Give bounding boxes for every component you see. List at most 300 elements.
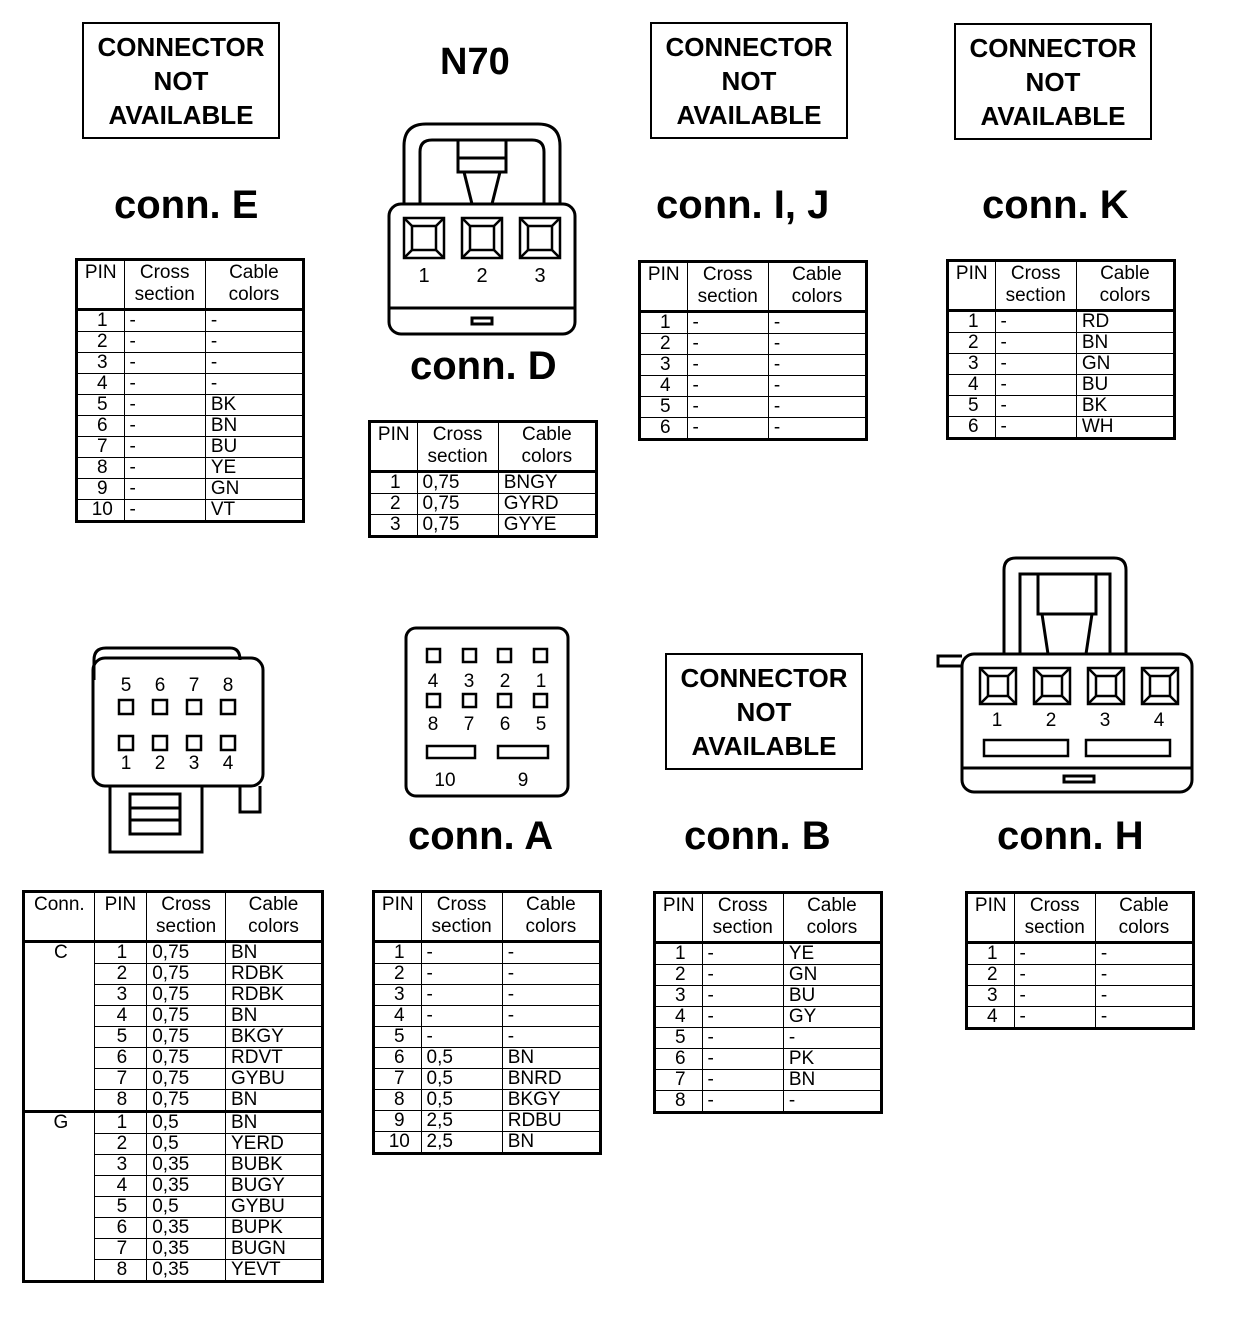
table-row	[374, 1027, 601, 1048]
cable-color: BN	[226, 942, 323, 964]
connector-not-available-k	[954, 23, 1152, 140]
cable-color: -	[768, 334, 866, 355]
table-row	[77, 437, 304, 458]
table-row	[77, 458, 304, 479]
cable-color: BU	[205, 437, 303, 458]
cable-color: BK	[205, 395, 303, 416]
table-row	[967, 943, 1194, 965]
pin-number: 7	[77, 437, 125, 458]
column-header: Cross section	[417, 422, 498, 472]
table-row	[640, 376, 867, 397]
pin-number: 8	[94, 1090, 147, 1112]
pin-number: 5	[948, 396, 996, 417]
pin-label: 3	[463, 671, 475, 692]
cable-color: -	[1095, 965, 1193, 986]
pin-number: 1	[370, 472, 418, 494]
cable-color: -	[783, 1091, 881, 1113]
conn-ij-title: conn. I, J	[656, 183, 830, 227]
cable-color: YE	[205, 458, 303, 479]
pin-number: 2	[94, 1134, 147, 1155]
pin-number: 4	[374, 1006, 422, 1027]
cross-section: -	[687, 355, 768, 376]
connector-not-available-ij	[650, 22, 848, 139]
pin-number: 1	[94, 1112, 147, 1134]
pin-number: 2	[640, 334, 688, 355]
pin-number: 6	[374, 1048, 422, 1069]
column-header: Cable colors	[502, 892, 600, 942]
pin-label: 9	[517, 770, 529, 791]
table-row	[640, 418, 867, 440]
cable-color: -	[1095, 1007, 1193, 1029]
pin-label: 1	[120, 753, 132, 774]
cross-section: -	[124, 353, 205, 374]
na-line-2: NOT	[736, 696, 792, 727]
table-row	[24, 942, 323, 964]
cable-color: BKGY	[502, 1090, 600, 1111]
table-row	[24, 1112, 323, 1134]
cross-section: -	[687, 334, 768, 355]
table-row	[948, 311, 1175, 333]
cross-section: -	[1014, 965, 1095, 986]
cable-color: BN	[205, 416, 303, 437]
pin-label: 1	[991, 710, 1003, 731]
pin-label: 6	[154, 675, 166, 696]
column-header: Cross section	[147, 892, 226, 942]
table-row	[655, 943, 882, 965]
cable-color: -	[502, 985, 600, 1006]
conn-k-title: conn. K	[982, 183, 1129, 227]
cable-color: PK	[783, 1049, 881, 1070]
pin-number: 4	[948, 375, 996, 396]
table-row	[374, 1090, 601, 1111]
table-row	[948, 354, 1175, 375]
cross-section: 0,35	[147, 1155, 226, 1176]
pin-number: 9	[77, 479, 125, 500]
cable-color: -	[502, 964, 600, 985]
table-header-row	[655, 893, 882, 943]
pin-label: 8	[427, 714, 439, 735]
pin-number: 4	[94, 1006, 147, 1027]
cable-color: RDBU	[502, 1111, 600, 1132]
table-row	[655, 986, 882, 1007]
cable-color: BNRD	[502, 1069, 600, 1090]
cross-section: 0,75	[147, 1027, 226, 1048]
conn-ij-table	[638, 260, 868, 441]
pin-number: 5	[94, 1197, 147, 1218]
pin-number: 6	[948, 417, 996, 439]
cross-section: -	[702, 943, 783, 965]
column-header: Cross section	[702, 893, 783, 943]
cable-color: GY	[783, 1007, 881, 1028]
cable-color: -	[768, 397, 866, 418]
na-line-3: AVAILABLE	[676, 99, 822, 130]
conn-k-table	[946, 259, 1176, 440]
cross-section: -	[124, 458, 205, 479]
conn-e-title: conn. E	[114, 183, 259, 227]
cross-section: 0,35	[147, 1218, 226, 1239]
column-header: PIN	[948, 261, 996, 311]
pin-number: 8	[94, 1260, 147, 1282]
cross-section: 2,5	[421, 1111, 502, 1132]
pin-number: 6	[77, 416, 125, 437]
conn-b-table	[653, 891, 883, 1114]
cable-color: GN	[783, 965, 881, 986]
connector-cg-drawing	[90, 644, 270, 856]
pin-number: 7	[374, 1069, 422, 1090]
cable-color: -	[768, 312, 866, 334]
pin-label: 1	[535, 671, 547, 692]
connector-not-available-b	[665, 653, 863, 770]
table-header-row	[24, 892, 323, 942]
cable-color: BUGN	[226, 1239, 323, 1260]
table-row	[370, 515, 597, 537]
cable-color: BNGY	[498, 472, 596, 494]
connector-not-available-e	[82, 22, 280, 139]
table-row	[77, 374, 304, 395]
cross-section: 0,75	[147, 985, 226, 1006]
pin-label: 4	[1153, 710, 1165, 731]
cable-color: -	[768, 418, 866, 440]
cross-section: -	[421, 985, 502, 1006]
pin-number: 3	[640, 355, 688, 376]
cross-section: -	[1014, 943, 1095, 965]
table-row	[77, 332, 304, 353]
cross-section: -	[995, 354, 1076, 375]
cable-color: YEVT	[226, 1260, 323, 1282]
table-row	[948, 417, 1175, 439]
connector-d-drawing	[386, 118, 578, 340]
conn-h-title: conn. H	[997, 814, 1144, 858]
connector-a-pins	[427, 649, 548, 758]
table-row	[370, 494, 597, 515]
cross-section: 0,5	[421, 1090, 502, 1111]
na-line-3: AVAILABLE	[980, 100, 1126, 131]
cable-color: GN	[1076, 354, 1174, 375]
table-row	[374, 1048, 601, 1069]
column-header: Cable colors	[498, 422, 596, 472]
cable-color: -	[502, 1027, 600, 1048]
table-row	[948, 375, 1175, 396]
pin-number: 2	[370, 494, 418, 515]
cable-color: BK	[1076, 396, 1174, 417]
cable-color: BN	[502, 1132, 600, 1154]
cable-color: GYBU	[226, 1069, 323, 1090]
cross-section: 0,5	[147, 1112, 226, 1134]
table-row	[655, 1028, 882, 1049]
table-row	[655, 1007, 882, 1028]
pin-number: 10	[77, 500, 125, 522]
cable-color: BUPK	[226, 1218, 323, 1239]
cable-color: -	[768, 355, 866, 376]
pin-number: 4	[77, 374, 125, 395]
pin-number: 3	[655, 986, 703, 1007]
pin-number: 1	[374, 942, 422, 964]
cross-section: 0,75	[147, 1048, 226, 1069]
pin-number: 3	[967, 986, 1015, 1007]
cable-color: -	[1095, 943, 1193, 965]
pin-label: 3	[534, 265, 546, 287]
cable-color: BU	[1076, 375, 1174, 396]
table-row	[374, 942, 601, 964]
cross-section: 0,5	[421, 1048, 502, 1069]
cross-section: -	[995, 375, 1076, 396]
table-row	[374, 985, 601, 1006]
conn-d-table	[368, 420, 598, 538]
cable-color: BN	[226, 1112, 323, 1134]
table-row	[374, 1069, 601, 1090]
table-row	[967, 965, 1194, 986]
pin-label: 2	[1045, 710, 1057, 731]
cross-section: 0,5	[421, 1069, 502, 1090]
table-row	[374, 1006, 601, 1027]
pin-number: 6	[640, 418, 688, 440]
cable-color: -	[502, 942, 600, 964]
column-header: PIN	[370, 422, 418, 472]
pin-number: 5	[94, 1027, 147, 1048]
cross-section: -	[421, 964, 502, 985]
pin-label: 4	[222, 753, 234, 774]
cable-color: -	[768, 376, 866, 397]
pin-number: 5	[640, 397, 688, 418]
pin-number: 5	[77, 395, 125, 416]
cross-section: 0,75	[147, 1090, 226, 1112]
cross-section: -	[124, 332, 205, 353]
pin-number: 4	[94, 1176, 147, 1197]
na-line-3: AVAILABLE	[108, 99, 254, 130]
cable-color: GYBU	[226, 1197, 323, 1218]
na-line-3: AVAILABLE	[691, 730, 837, 761]
table-row	[655, 1070, 882, 1091]
table-row	[77, 416, 304, 437]
conn-a-title: conn. A	[408, 814, 554, 858]
cable-color: BUGY	[226, 1176, 323, 1197]
cross-section: 0,75	[417, 494, 498, 515]
cable-color: -	[205, 353, 303, 374]
na-line-1: CONNECTOR	[97, 31, 265, 62]
cable-color: -	[205, 332, 303, 353]
cable-color: BU	[783, 986, 881, 1007]
cross-section: -	[687, 418, 768, 440]
cross-section: 0,35	[147, 1260, 226, 1282]
cable-color: BN	[226, 1006, 323, 1027]
na-line-1: CONNECTOR	[969, 32, 1137, 63]
pin-number: 7	[94, 1069, 147, 1090]
pin-number: 3	[94, 1155, 147, 1176]
pin-label: 6	[499, 714, 511, 735]
cross-section: -	[421, 1006, 502, 1027]
pin-number: 5	[655, 1028, 703, 1049]
cross-section: 0,5	[147, 1134, 226, 1155]
pin-number: 1	[967, 943, 1015, 965]
cable-color: RDBK	[226, 985, 323, 1006]
pin-number: 1	[94, 942, 147, 964]
column-header: PIN	[655, 893, 703, 943]
table-row	[967, 1007, 1194, 1029]
table-header-row	[967, 893, 1194, 943]
cable-color: -	[205, 310, 303, 332]
cross-section: -	[421, 1027, 502, 1048]
pin-number: 5	[374, 1027, 422, 1048]
cross-section: 0,5	[147, 1197, 226, 1218]
cable-color: BN	[1076, 333, 1174, 354]
pin-label: 5	[535, 714, 547, 735]
pin-number: 1	[948, 311, 996, 333]
table-row	[948, 396, 1175, 417]
cable-color: BUBK	[226, 1155, 323, 1176]
table-row	[374, 1132, 601, 1154]
pin-label: 2	[154, 753, 166, 774]
table-row	[77, 353, 304, 374]
cable-color: VT	[205, 500, 303, 522]
conn-e-table	[75, 258, 305, 523]
cable-color: GYYE	[498, 515, 596, 537]
conn-cg-table	[22, 890, 324, 1283]
column-header: Cable colors	[768, 262, 866, 312]
cross-section: 0,35	[147, 1176, 226, 1197]
table-row	[374, 1111, 601, 1132]
cross-section: -	[124, 479, 205, 500]
pin-number: 1	[640, 312, 688, 334]
cross-section: 2,5	[421, 1132, 502, 1154]
pin-number: 4	[967, 1007, 1015, 1029]
pin-number: 8	[655, 1091, 703, 1113]
na-line-1: CONNECTOR	[680, 662, 848, 693]
pin-number: 6	[655, 1049, 703, 1070]
column-header: Cross section	[687, 262, 768, 312]
table-row	[370, 472, 597, 494]
cross-section: 0,35	[147, 1239, 226, 1260]
pin-label: 5	[120, 675, 132, 696]
cross-section: -	[995, 417, 1076, 439]
cross-section: -	[124, 374, 205, 395]
cable-color: GYRD	[498, 494, 596, 515]
conn-d-title: conn. D	[410, 344, 557, 388]
table-row	[640, 355, 867, 376]
cable-color: -	[502, 1006, 600, 1027]
cable-color: BN	[502, 1048, 600, 1069]
pin-number: 8	[374, 1090, 422, 1111]
column-header: PIN	[640, 262, 688, 312]
cross-section: -	[702, 1028, 783, 1049]
cross-section: -	[687, 312, 768, 334]
connector-h-drawing	[934, 556, 1196, 796]
column-header: Cable colors	[226, 892, 323, 942]
cable-color: WH	[1076, 417, 1174, 439]
cable-color: BN	[783, 1070, 881, 1091]
na-line-2: NOT	[153, 65, 209, 96]
model-title: N70	[440, 41, 510, 83]
cross-section: -	[124, 310, 205, 332]
table-row	[640, 334, 867, 355]
column-header: Cable colors	[1095, 893, 1193, 943]
pin-number: 10	[374, 1132, 422, 1154]
column-header: PIN	[77, 260, 125, 310]
cross-section: 0,75	[147, 1006, 226, 1027]
table-header-row	[370, 422, 597, 472]
column-header: PIN	[374, 892, 422, 942]
pin-number: 8	[77, 458, 125, 479]
column-header: Cable colors	[783, 893, 881, 943]
pin-number: 2	[94, 964, 147, 985]
connector-h-pins	[980, 668, 1178, 756]
cable-color: YE	[783, 943, 881, 965]
cross-section: -	[702, 986, 783, 1007]
cross-section: -	[702, 1070, 783, 1091]
table-row	[655, 965, 882, 986]
table-row	[374, 964, 601, 985]
cross-section: 0,75	[147, 942, 226, 964]
na-line-1: CONNECTOR	[665, 31, 833, 62]
cross-section: -	[702, 1007, 783, 1028]
pin-number: 3	[370, 515, 418, 537]
cable-color: -	[1095, 986, 1193, 1007]
pin-label: 7	[188, 675, 200, 696]
cross-section: -	[124, 437, 205, 458]
table-header-row	[77, 260, 304, 310]
table-row	[967, 986, 1194, 1007]
cross-section: 0,75	[147, 964, 226, 985]
pin-number: 3	[77, 353, 125, 374]
pin-number: 2	[655, 965, 703, 986]
cable-color: RD	[1076, 311, 1174, 333]
cable-color: -	[783, 1028, 881, 1049]
column-header: Cross section	[995, 261, 1076, 311]
cross-section: -	[702, 965, 783, 986]
pin-number: 3	[374, 985, 422, 1006]
pin-number: 4	[640, 376, 688, 397]
cable-color: RDVT	[226, 1048, 323, 1069]
cross-section: -	[124, 416, 205, 437]
conn-group-label: C	[24, 942, 95, 1112]
pin-label: 4	[427, 671, 439, 692]
table-row	[655, 1049, 882, 1070]
table-header-row	[640, 262, 867, 312]
pin-label: 3	[188, 753, 200, 774]
connector-d-pins	[404, 218, 560, 287]
cable-color: YERD	[226, 1134, 323, 1155]
cable-color: GN	[205, 479, 303, 500]
table-row	[77, 479, 304, 500]
pin-number: 2	[77, 332, 125, 353]
table-row	[77, 310, 304, 332]
pin-number: 6	[94, 1048, 147, 1069]
pin-number: 7	[94, 1239, 147, 1260]
cross-section: 0,75	[417, 515, 498, 537]
cross-section: -	[124, 395, 205, 416]
connector-cg-pins	[119, 700, 235, 750]
cross-section: 0,75	[417, 472, 498, 494]
cross-section: -	[1014, 986, 1095, 1007]
pin-label: 7	[463, 714, 475, 735]
pin-number: 6	[94, 1218, 147, 1239]
conn-h-table	[965, 891, 1195, 1030]
pin-number: 9	[374, 1111, 422, 1132]
column-header: Conn.	[24, 892, 95, 942]
cross-section: -	[995, 396, 1076, 417]
pin-number: 2	[948, 333, 996, 354]
column-header: Cross section	[1014, 893, 1095, 943]
pin-number: 4	[655, 1007, 703, 1028]
table-row	[948, 333, 1175, 354]
column-header: Cross section	[124, 260, 205, 310]
table-row	[655, 1091, 882, 1113]
cross-section: -	[124, 500, 205, 522]
cable-color: -	[205, 374, 303, 395]
column-header: Cable colors	[1076, 261, 1174, 311]
pin-number: 2	[967, 965, 1015, 986]
pin-label: 2	[499, 671, 511, 692]
table-row	[640, 397, 867, 418]
